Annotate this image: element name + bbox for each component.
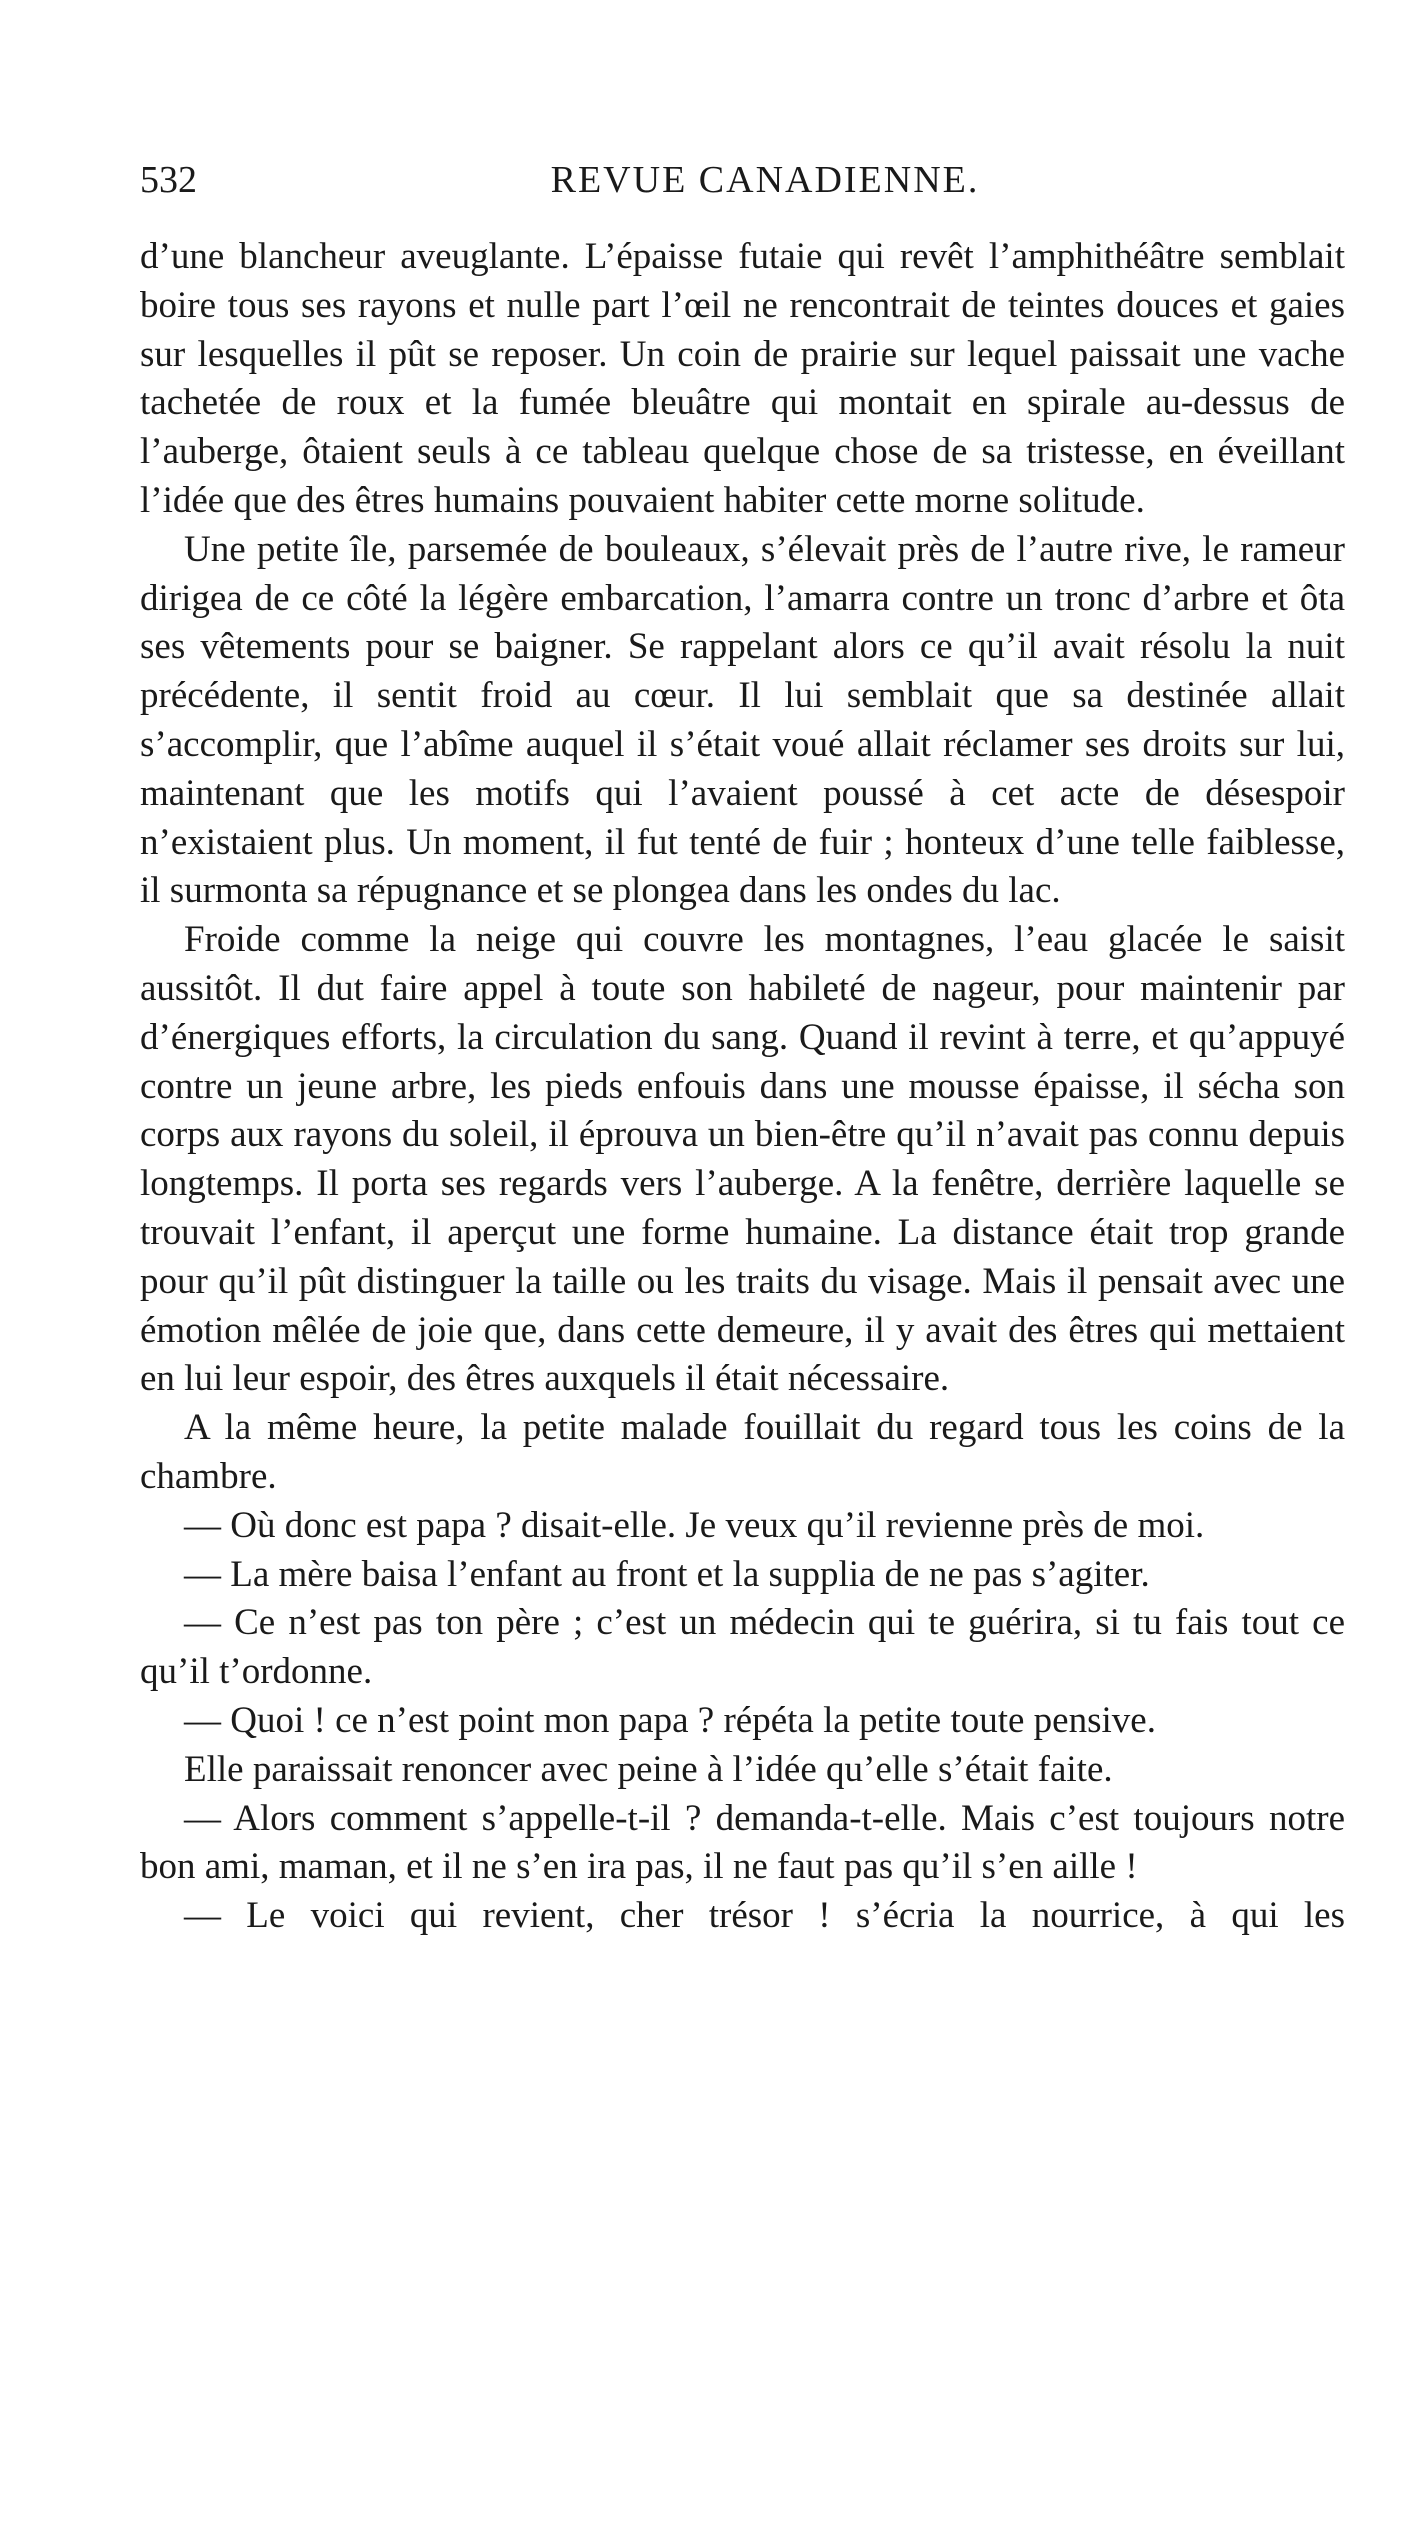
dialogue-line: — Où donc est papa ? disait-elle. Je veux qu’il revienne près de moi. xyxy=(184,1504,1205,1546)
dialogue-line: — Alors comment s’appelle-t-il ? demanda-t-elle. Mais c’est toujours notre bon ami, maman, et il ne s’en ira pas, il ne faut pas qu’il s’en aille ! xyxy=(140,1797,1345,1888)
page-number: 532 xyxy=(140,159,197,201)
body-text xyxy=(140,233,1345,1941)
dialogue-line: — Ce n’est pas ton père ; c’est un médecin qui te guérira, si tu fais tout ce qu’il t’ordonne. xyxy=(140,1602,1345,1693)
dialogue-line: — Quoi ! ce n’est point mon papa ? répéta la petite toute pensive. xyxy=(184,1699,1156,1741)
paragraph: Une petite île, parsemée de bouleaux, s’élevait près de l’autre rive, le rameur dirigea de ce côté la légère embarcation, l’amarra contre un tronc d’arbre et ôta ses vêtements pour se baigner. Se rappelant alors ce qu’il avait résolu la nuit précédente, il sentit froid au cœur. Il lui semblait que sa destinée allait s’accomplir, que l’abîme auquel il s’était voué allait réclamer ses droits sur lui, maintenant que les motifs qui l’avaient poussé à cet acte de désespoir n’existaient plus. Un moment, il fut tenté de fuir ; honteux d’une telle faiblesse, il surmonta sa répugnance et se plongea dans les ondes du lac. xyxy=(140,528,1345,912)
journal-title: REVUE CANADIENNE. xyxy=(550,159,980,201)
paragraph: A la même heure, la petite malade fouillait du regard tous les coins de la chambre. xyxy=(140,1407,1345,1497)
running-head xyxy=(140,150,1340,210)
paragraph: Froide comme la neige qui couvre les montagnes, l’eau glacée le saisit aussitôt. Il dut faire appel à toute son habileté de nageur, pour maintenir par d’énergiques efforts, la circulation du sang. Quand il revint à terre, et qu’appuyé contre un jeune arbre, les pieds enfouis dans une mousse épaisse, il sécha son corps aux rayons du soleil, il éprouva un bien-être qu’il n’avait pas connu depuis longtemps. Il porta ses regards vers l’auberge. A la fenêtre, derrière laquelle se trouvait l’enfant, il aperçut une forme humaine. La distance était trop grande pour qu’il pût distinguer la taille ou les traits du visage. Mais il pensait avec une émotion mêlée de joie que, dans cette demeure, il y avait des êtres qui mettaient en lui leur espoir, des êtres auxquels il était nécessaire. xyxy=(140,919,1345,1400)
dialogue-line: — La mère baisa l’enfant au front et la supplia de ne pas s’agiter. xyxy=(184,1553,1150,1595)
dialogue-line: — Le voici qui revient, cher trésor ! s’écria la nourrice, à qui les xyxy=(184,1895,1345,1937)
paragraph: d’une blancheur aveuglante. L’épaisse futaie qui revêt l’amphithéâtre semblait boire tous ses rayons et nulle part l’œil ne rencontrait de teintes douces et gaies sur lesquelles il pût se reposer. Un coin de prairie sur lequel paissait une vache tachetée de roux et la fumée bleuâtre qui montait en spirale au-dessus de l’auberge, ôtaient seuls à ce tableau quelque chose de sa tristesse, en éveillant l’idée que des êtres humains pouvaient habiter cette morne solitude. xyxy=(140,236,1345,521)
paragraph: Elle paraissait renoncer avec peine à l’idée qu’elle s’était faite. xyxy=(184,1748,1113,1790)
